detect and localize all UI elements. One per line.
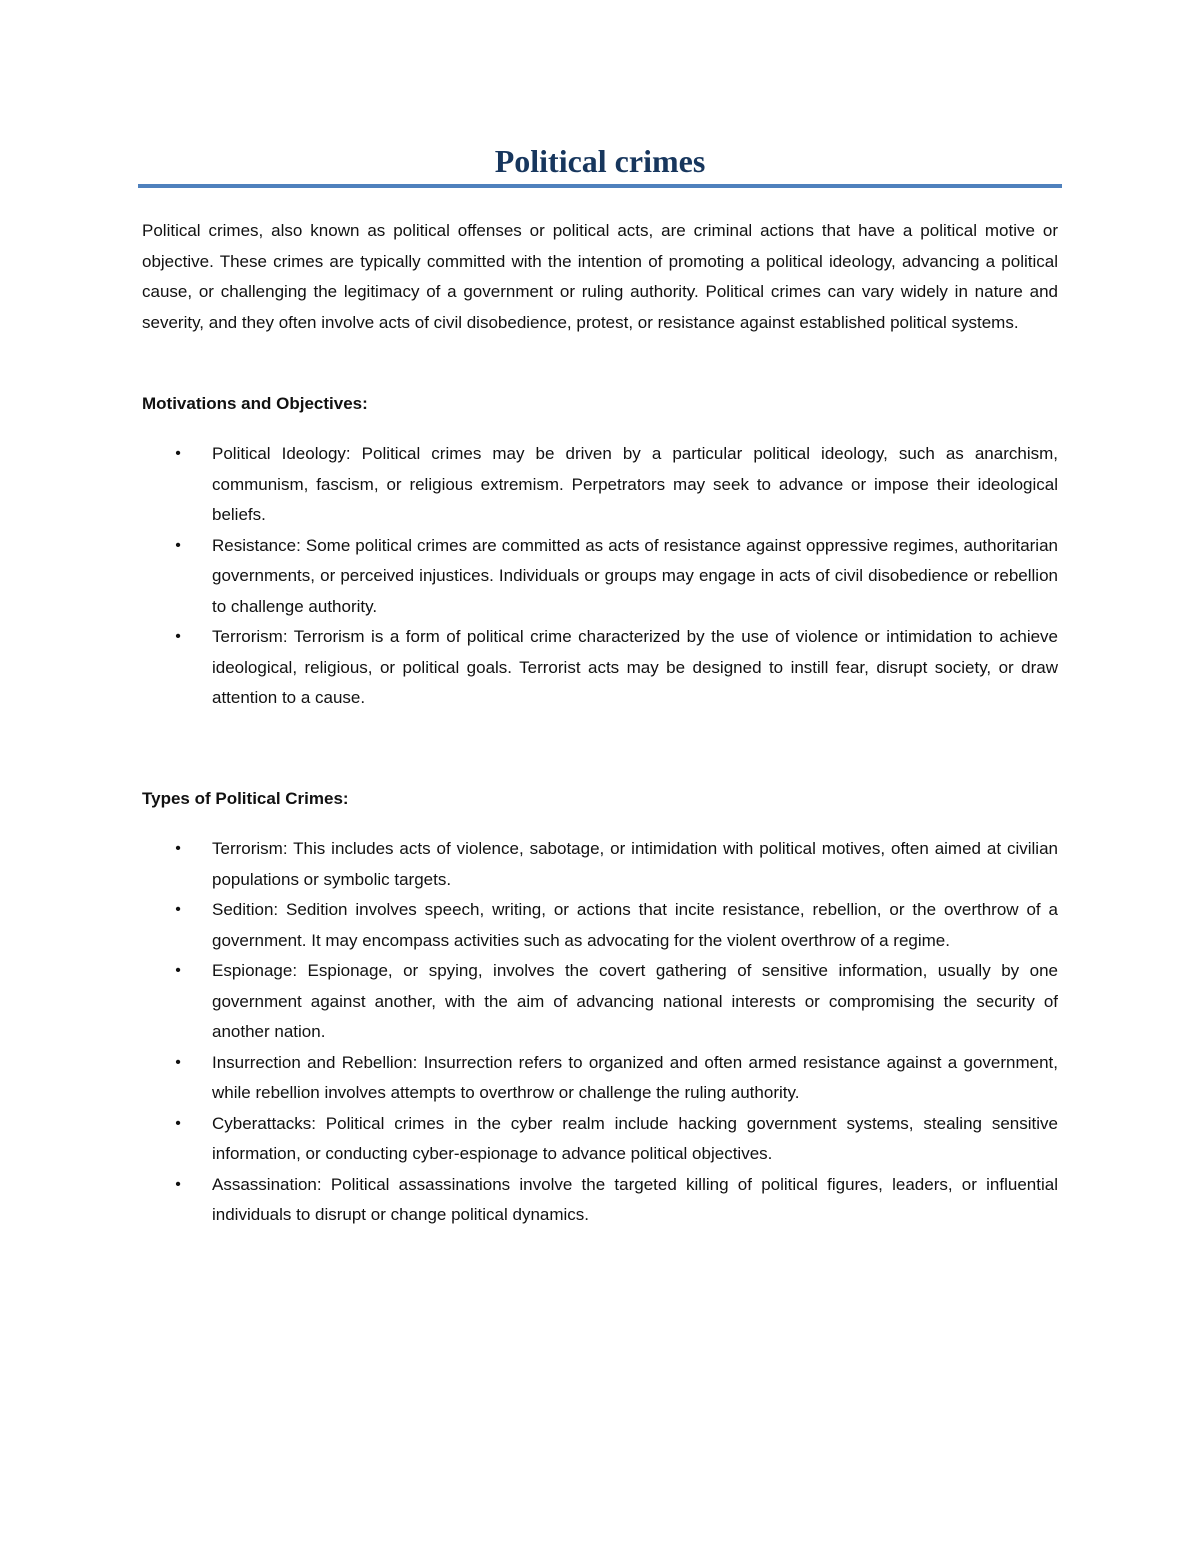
- bullet-icon: •: [175, 536, 181, 554]
- types-list: [142, 834, 1058, 1231]
- list-item-text: Assassination: Political assassinations involve the targeted killing of political figures, leaders, or influential individuals to disrupt or change political dynamics.: [212, 1174, 1058, 1224]
- list-item: [142, 956, 1058, 1048]
- list-item: [142, 622, 1058, 714]
- bullet-icon: •: [175, 1114, 181, 1132]
- bullet-icon: •: [175, 840, 181, 857]
- list-item-text: Insurrection and Rebellion: Insurrection refers to organized and often armed resistance against a government, while rebellion involves attempts to overthrow or challenge the ruling authority.: [212, 1052, 1058, 1102]
- section-heading-types: Types of Political Crimes:: [142, 789, 349, 808]
- list-item: [142, 439, 1058, 531]
- motivations-list: [142, 439, 1058, 714]
- list-item-text: Terrorism: Terrorism is a form of political crime characterized by the use of violence or intimidation to achieve ideological, religious, or political goals. Terrorist acts may be designed to instill fear, disrupt society, or draw attention to a cause.: [212, 627, 1058, 707]
- list-item: [142, 834, 1058, 895]
- list-item-text: Terrorism: This includes acts of violence, sabotage, or intimidation with political motives, often aimed at civilian populations or symbolic targets.: [212, 839, 1058, 889]
- list-item-text: Political Ideology: Political crimes may be driven by a particular political ideology, such as anarchism, communism, fascism, or religious extremism. Perpetrators may seek to advance or impose their ideological beliefs.: [212, 444, 1058, 524]
- list-item: [142, 1109, 1058, 1170]
- list-item: [142, 1170, 1058, 1231]
- bullet-icon: •: [175, 1053, 181, 1071]
- intro-paragraph: Political crimes, also known as political offenses or political acts, are criminal actions that have a political motive or objective. These crimes are typically committed with the intention of promoting a political ideology, advancing a political cause, or challenging the legitimacy of a government or ruling authority. Political crimes can vary widely in nature and severity, and they often involve acts of civil disobedience, protest, or resistance against established political systems.: [142, 221, 1058, 332]
- list-item-text: Cyberattacks: Political crimes in the cyber realm include hacking government systems, stealing sensitive information, or conducting cyber-espionage to advance political objectives.: [212, 1113, 1058, 1163]
- section-heading-motivations: Motivations and Objectives:: [142, 394, 368, 413]
- title-underline: [138, 184, 1062, 188]
- page-title: Political crimes: [494, 143, 706, 179]
- list-item: [142, 895, 1058, 956]
- bullet-icon: •: [175, 901, 181, 918]
- list-item-text: Sedition: Sedition involves speech, writing, or actions that incite resistance, rebellion, or the overthrow of a government. It may encompass activities such as advocating for the violent overthrow of a regime.: [212, 900, 1058, 950]
- bullet-icon: •: [175, 445, 181, 462]
- list-item-text: Espionage: Espionage, or spying, involves the covert gathering of sensitive information, usually by one government against another, with the aim of advancing national interests or compromising the security of another nation.: [212, 961, 1058, 1041]
- bullet-icon: •: [175, 1175, 181, 1193]
- bullet-icon: •: [175, 628, 181, 645]
- list-item-text: Resistance: Some political crimes are committed as acts of resistance against oppressive regimes, authoritarian governments, or perceived injustices. Individuals or groups may engage in acts of civil disobedience or rebellion to challenge authority.: [212, 535, 1058, 616]
- bullet-icon: •: [175, 962, 181, 979]
- list-item: [142, 1048, 1058, 1109]
- list-item: [142, 531, 1058, 623]
